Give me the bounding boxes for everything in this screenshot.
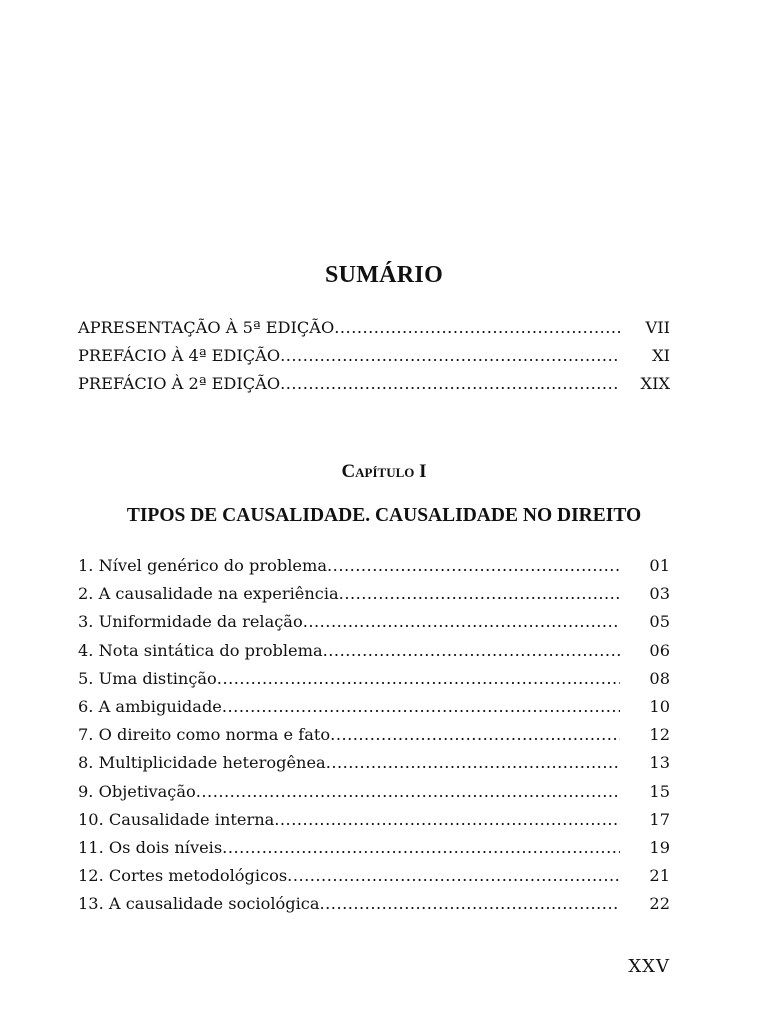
dot-leader — [280, 346, 620, 365]
dot-leader — [303, 612, 620, 631]
toc-entry-label: 3. Uniformidade da relação — [78, 612, 303, 632]
toc-entry-page: XI — [652, 346, 670, 366]
chapter-title: TIPOS DE CAUSALIDADE. CAUSALIDADE NO DIREITO — [126, 505, 642, 526]
toc-entry — [78, 612, 670, 640]
toc-entry — [78, 753, 670, 781]
toc-entry — [78, 584, 670, 612]
toc-entry-page: 12 — [649, 725, 670, 745]
toc-entry-page: 10 — [649, 696, 670, 716]
toc-entry-label: 9. Objetivação — [78, 781, 196, 801]
toc-entry — [78, 866, 670, 894]
toc-entry-page: XIX — [640, 374, 670, 394]
toc-entry-page: 06 — [649, 640, 670, 660]
dot-leader — [222, 697, 620, 716]
toc-entry-label: PREFÁCIO À 2ª EDIÇÃO — [78, 374, 281, 394]
dot-leader — [327, 556, 620, 575]
toc-entry-label: 2. A causalidade na experiência — [78, 584, 339, 604]
toc-entry-label: PREFÁCIO À 4ª EDIÇÃO — [78, 346, 281, 366]
dot-leader — [334, 318, 620, 337]
toc-entry — [78, 725, 670, 753]
toc-entry-page: 13 — [649, 753, 670, 773]
toc-entry — [78, 810, 670, 838]
dot-leader — [287, 866, 620, 885]
dot-leader — [222, 838, 620, 857]
toc-entry-label: 5. Uma distinção — [78, 668, 217, 688]
dot-leader — [323, 641, 620, 660]
toc-entry-label: APRESENTAÇÃO À 5ª EDIÇÃO — [78, 318, 335, 337]
toc-entry-label: 1. Nível genérico do problema — [78, 556, 328, 575]
toc-entry — [78, 669, 670, 697]
toc-entry-page: 17 — [649, 809, 670, 829]
dot-leader — [196, 782, 620, 801]
dot-leader — [274, 810, 620, 829]
toc-entry — [78, 556, 670, 584]
toc-entry-page: 03 — [649, 584, 670, 604]
toc-entry-page: 05 — [649, 612, 670, 632]
toc-entry-label: 13. A causalidade sociológica — [78, 894, 320, 914]
dot-leader — [217, 669, 620, 688]
toc-entry — [78, 894, 670, 922]
toc-entry — [78, 374, 670, 402]
chapter-entries-list — [78, 556, 670, 922]
toc-entry-label: 12. Cortes metodológicos — [78, 866, 288, 886]
toc-entry-label: 6. A ambiguidade — [78, 696, 222, 716]
dot-leader — [330, 725, 620, 744]
toc-entry-page: 15 — [649, 781, 670, 801]
toc-entry-page: 21 — [649, 866, 670, 886]
toc-entry-page: 08 — [649, 668, 670, 688]
toc-entry-label: 10. Causalidade interna — [78, 809, 275, 829]
toc-entry — [78, 697, 670, 725]
dot-leader — [339, 584, 620, 603]
dot-leader — [326, 753, 620, 772]
toc-entry-label: 4. Nota sintática do problema — [78, 640, 323, 660]
toc-entry-label: 11. Os dois níveis — [78, 837, 223, 857]
toc-entry-page: 19 — [649, 837, 670, 857]
dot-leader — [280, 374, 620, 393]
toc-entry — [78, 641, 670, 669]
toc-entry-page: VII — [645, 318, 670, 337]
chapter-label: Capítulo I — [341, 461, 427, 482]
toc-entry-label: 7. O direito como norma e fato — [78, 725, 331, 745]
front-matter-list — [78, 318, 670, 403]
page-title: SUMÁRIO — [324, 262, 444, 288]
toc-entry — [78, 838, 670, 866]
toc-entry-page: 01 — [649, 556, 670, 575]
page-number: XXV — [628, 956, 670, 977]
dot-leader — [320, 894, 620, 913]
toc-entry-label: 8. Multiplicidade heterogênea — [78, 753, 326, 773]
toc-entry — [78, 782, 670, 810]
toc-entry — [78, 346, 670, 374]
toc-entry-page: 22 — [649, 894, 670, 914]
toc-entry — [78, 318, 670, 346]
